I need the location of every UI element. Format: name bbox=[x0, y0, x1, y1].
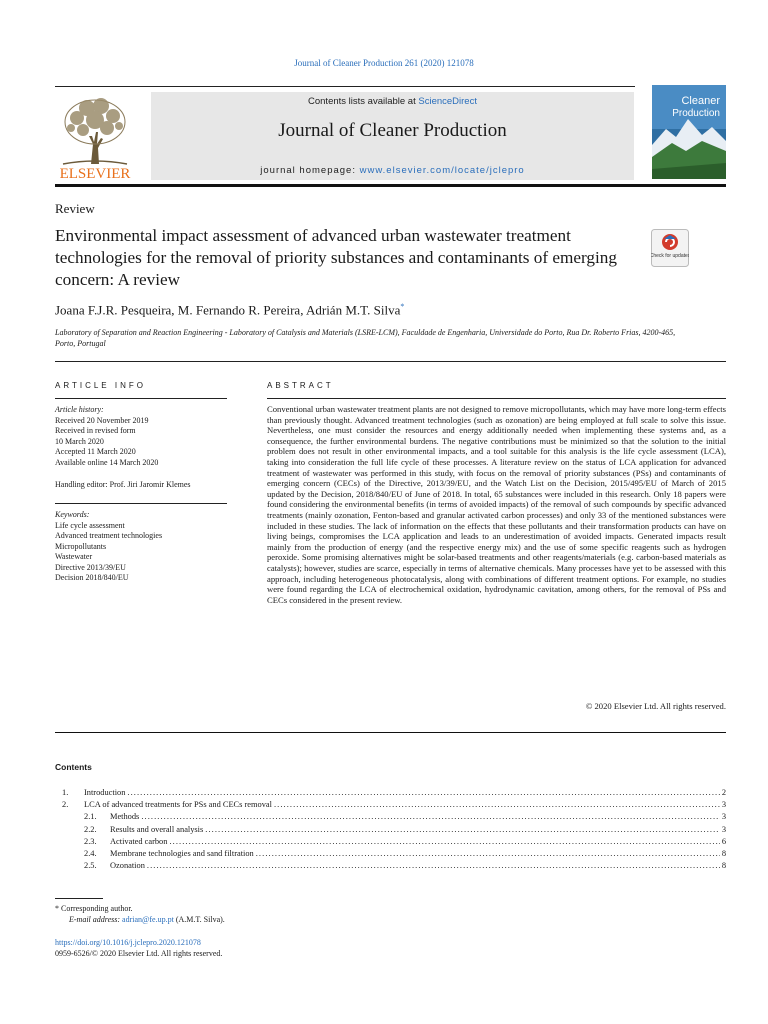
affiliation-rule bbox=[55, 361, 726, 362]
contents-prefix: Contents lists available at bbox=[308, 96, 419, 107]
journal-homepage bbox=[151, 165, 634, 176]
history-line: Received 20 November 2019 bbox=[55, 415, 149, 425]
corresponding-author-mark[interactable]: * bbox=[400, 302, 405, 311]
tree-icon bbox=[55, 92, 135, 180]
footnote-text: Corresponding author. bbox=[61, 904, 133, 913]
authors-text: Joana F.J.R. Pesqueira, M. Fernando R. Pereira, Adrián M.T. Silva bbox=[55, 302, 401, 318]
email-owner: (A.M.T. Silva). bbox=[175, 915, 225, 924]
toc-entry[interactable] bbox=[84, 849, 726, 860]
toc-number: 2. bbox=[62, 800, 69, 809]
check-badge-label: Check for updates bbox=[651, 253, 689, 259]
homepage-link[interactable]: www.elsevier.com/locate/jclepro bbox=[359, 165, 525, 176]
contents-rule bbox=[55, 732, 726, 733]
corresponding-author-note bbox=[55, 903, 225, 914]
toc-title: Activated carbon bbox=[110, 837, 168, 846]
toc-number: 2.4. bbox=[84, 849, 97, 858]
abstract-copyright: © 2020 Elsevier Ltd. All rights reserved. bbox=[585, 701, 726, 711]
history-line: Available online 14 March 2020 bbox=[55, 457, 159, 467]
toc-page: 3 bbox=[721, 812, 726, 821]
email-link[interactable]: adrian@fe.up.pt bbox=[122, 915, 174, 924]
abstract-rule bbox=[267, 398, 726, 399]
doi-link[interactable]: https://doi.org/10.1016/j.jclepro.2020.121078 bbox=[55, 938, 201, 947]
toc-number: 1. bbox=[62, 788, 69, 797]
footnote-rule bbox=[55, 898, 103, 899]
toc-number: 2.2. bbox=[84, 825, 97, 834]
keyword-item: Decision 2018/840/EU bbox=[55, 573, 129, 582]
article-history bbox=[55, 405, 227, 468]
toc-entry[interactable] bbox=[84, 861, 726, 872]
article-title: Environmental impact assessment of advanced urban wastewater treatment technologies for the removal of priority substances and contaminants of emerging concern: A review bbox=[55, 226, 617, 289]
keyword-item: Directive 2013/39/EU bbox=[55, 562, 126, 572]
email-label: E-mail address: bbox=[69, 915, 121, 924]
homepage-prefix: journal homepage: bbox=[260, 165, 360, 176]
toc-page: 8 bbox=[721, 861, 726, 870]
keywords-label: Keywords: bbox=[55, 510, 90, 519]
toc-leader bbox=[274, 800, 720, 809]
author-list bbox=[55, 302, 404, 318]
toc-entry[interactable] bbox=[84, 812, 726, 823]
issn-copyright: 0959-6526/© 2020 Elsevier Ltd. All rights reserved. bbox=[55, 949, 223, 958]
abstract-text: Conventional urban wastewater treatment plants are not designed to remove micropollutants, which may have more long-term effects than previously thought. Advanced treatment technologies (such as ozonation) are being employed at full scale to solve this issue. Nevertheless, one must consider the resources and energy additionally needed when implementing these systems and, as a consequence, the further environmental burdens. The negative contributions must be minimized so that the solution to the initial problem does not result in other environmental impacts, and a tool suitable for this analysis is the life cycle assessment (LCA), taking into consideration the full life cycle of these processes. A literature review on the status of LCA application for advanced treatment of wastewater was performed in this study, with focus on the removal of priority substances (PSs) and contaminants of emerging concern (CECs) of the Directive, 2013/39/EU, and the Watch List on the Decision, 2015/495/EU of March of 2015 updated by the Decision, 2018/840/EU of June of 2018. In total, 65 substances were included in this research. Only 18 papers were found considering the environmental benefits (in terms of avoided impacts) of the removal of such compounds by specific advanced treatments (mainly ozonation, Fenton-based and granular activated carbon processes) and only 33 of the mentioned substances were included in these studies. The lack of information on the effects that these pollutants and their transformation products can have on living beings, compromises the LCA application and leads to an underestimation of avoided impacts. Generated impacts result mainly from the production of energy (and the respective energy mix) and the use of some specific reagents such as hydrogen peroxide. Some promising alternatives might be solar-based treatments and other reagents/materials (e.g. carbon-based materials as catalysts); however, studies are scarce, especially in terms of alternative chemicals. Many processes have yet to be assessed with this approach, including heterogeneous photocatalysis, along with combinations of different treatment options. For example, no studies were found regarding the LCA of electrochemical oxidation, hydrodynamic cavitation, among others, for the removal of PSs and CECs considered in the present review. bbox=[267, 404, 726, 605]
handling-editor: Handling editor: Prof. Jiri Jaromir Klemes bbox=[55, 480, 191, 489]
keywords-rule bbox=[55, 503, 227, 504]
elsevier-logo bbox=[55, 92, 135, 180]
toc-entry[interactable] bbox=[62, 800, 726, 811]
toc-title: Introduction bbox=[84, 788, 126, 797]
footnote-mark: * bbox=[55, 904, 59, 913]
journal-banner bbox=[151, 92, 634, 180]
check-for-updates-badge[interactable] bbox=[651, 229, 689, 267]
history-line: 10 March 2020 bbox=[55, 436, 104, 446]
toc-leader bbox=[205, 825, 720, 834]
sciencedirect-link[interactable]: ScienceDirect bbox=[418, 96, 477, 107]
keywords-block bbox=[55, 510, 227, 584]
toc-entry[interactable] bbox=[84, 837, 726, 848]
toc-title: Results and overall analysis bbox=[110, 825, 204, 834]
keyword-item: Life cycle assessment bbox=[55, 520, 125, 530]
toc-leader bbox=[256, 849, 720, 858]
toc-number: 2.1. bbox=[84, 812, 97, 821]
toc-page: 3 bbox=[721, 825, 726, 834]
cover-title-line2: Production bbox=[672, 108, 720, 119]
toc-entry[interactable] bbox=[62, 788, 726, 799]
journal-title: Journal of Cleaner Production bbox=[278, 120, 507, 141]
email-line bbox=[55, 914, 225, 925]
keyword-item: Micropollutants bbox=[55, 541, 107, 551]
toc-leader bbox=[141, 812, 720, 821]
toc-leader bbox=[147, 861, 720, 870]
journal-cover-thumbnail bbox=[652, 85, 726, 179]
toc-number: 2.3. bbox=[84, 837, 97, 846]
affiliation: Laboratory of Separation and Reaction Engineering - Laboratory of Catalysis and Materials (LSRE-LCM), Faculdade de Engenharia, Universidade do Porto, Rua Dr. Roberto Frias, 4200-465, Porto, Portugal bbox=[55, 328, 676, 348]
toc-entry[interactable] bbox=[84, 825, 726, 836]
contents-availability bbox=[151, 96, 634, 107]
toc-page: 6 bbox=[721, 837, 726, 846]
toc-title: Methods bbox=[110, 812, 140, 821]
cover-title-line1: Cleaner bbox=[681, 95, 720, 107]
toc-page: 8 bbox=[721, 849, 726, 858]
toc-title: LCA of advanced treatments for PSs and CECs removal bbox=[84, 800, 272, 809]
keyword-item: Advanced treatment technologies bbox=[55, 531, 163, 540]
header-thick-rule bbox=[55, 184, 726, 187]
toc-page: 2 bbox=[721, 788, 726, 797]
toc-title: Membrane technologies and sand filtration bbox=[110, 849, 254, 858]
footnote bbox=[55, 903, 225, 925]
article-info-rule bbox=[55, 398, 227, 399]
history-line: Received in revised form bbox=[55, 426, 136, 435]
history-line: Accepted 11 March 2020 bbox=[55, 447, 136, 456]
toc-page: 3 bbox=[721, 800, 726, 809]
toc-number: 2.5. bbox=[84, 861, 97, 870]
toc-leader bbox=[127, 788, 719, 797]
keyword-item: Wastewater bbox=[55, 552, 93, 561]
journal-citation-link[interactable]: Journal of Cleaner Production 261 (2020) 121078 bbox=[294, 58, 474, 68]
history-label: Article history: bbox=[55, 405, 104, 414]
header-rule bbox=[55, 86, 635, 87]
elsevier-wordmark: ELSEVIER bbox=[59, 166, 131, 180]
toc-title: Ozonation bbox=[110, 861, 145, 870]
abstract-heading: ABSTRACT bbox=[267, 381, 334, 390]
article-info-heading: ARTICLE INFO bbox=[55, 381, 146, 390]
contents-heading: Contents bbox=[55, 762, 92, 772]
toc-leader bbox=[169, 837, 719, 846]
article-type: Review bbox=[55, 201, 95, 216]
